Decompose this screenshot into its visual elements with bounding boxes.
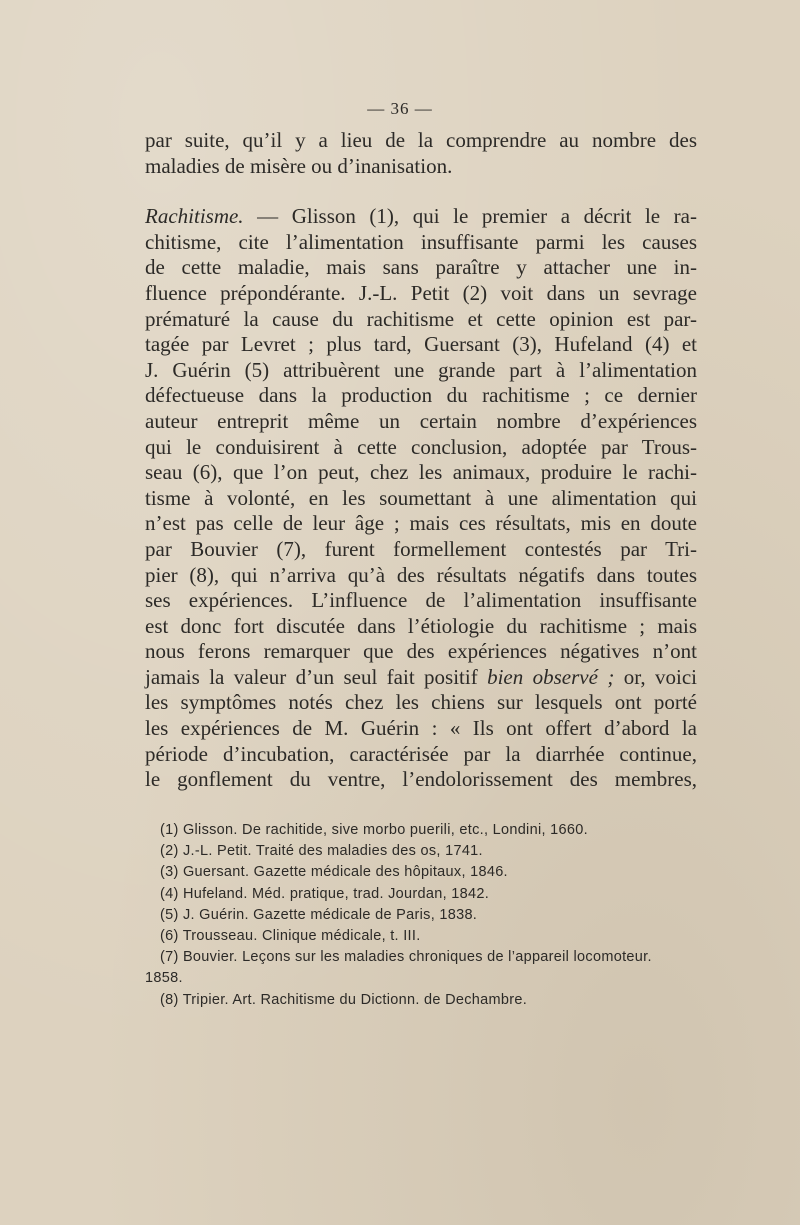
text-line: [145, 204, 697, 230]
text-line: [145, 307, 697, 333]
line-text: n’est pas celle de leur âge ; mais ces résultats, mis en doute: [145, 511, 697, 536]
text-line: [145, 588, 697, 614]
line-text: période d’incubation, caractérisée par la diarrhée continue,: [145, 741, 697, 766]
footnote: (1) Glisson. De rachitide, sive morbo puerili, etc., Londini, 1660.: [160, 822, 588, 838]
line-text: J. Guérin (5) attribuèrent une grande part à l’alimentation: [145, 357, 697, 382]
text-line: [145, 383, 697, 409]
footnote: (6) Trousseau. Clinique médicale, t. III.: [160, 928, 421, 945]
text-line: [145, 665, 697, 691]
text-line: [145, 255, 697, 281]
line-text: maladies de misère ou d’inanisation.: [145, 153, 453, 178]
line-text: par Bouvier (7), furent formellement contestés par Tri-: [145, 536, 697, 561]
line-text: auteur entreprit même un certain nombre d’expériences: [145, 408, 697, 433]
line-text: le gonflement du ventre, l’endolorissement des membres,: [145, 767, 697, 792]
footnote: (2) J.-L. Petit. Traité des maladies des os, 1741.: [160, 843, 483, 860]
text-line: [145, 767, 697, 793]
text-line: [145, 690, 697, 716]
section-heading: Rachitisme.: [145, 204, 244, 229]
text-line: [145, 435, 697, 461]
text-line: [145, 358, 697, 384]
line-text: fluence prépondérante. J.-L. Petit (2) voit dans un sevrage: [145, 280, 697, 305]
text-line: [145, 537, 697, 563]
line-text: jamais la valeur d’un seul fait positif: [145, 664, 488, 689]
line-text: — Glisson (1), qui le premier a décrit le ra-: [243, 204, 697, 229]
line-text: pier (8), qui n’arriva qu’à des résultats négatifs dans toutes: [145, 562, 697, 587]
text-line: [145, 154, 697, 180]
line-text: tisme à volonté, en les soumettant à une alimentation qui: [145, 485, 697, 510]
line-text: les symptômes notés chez les chiens sur lesquels ont porté: [145, 690, 697, 715]
line-text: seau (6), que l’on peut, chez les animaux, produire le rachi-: [145, 460, 697, 485]
text-line: [145, 409, 697, 435]
line-text: par suite, qu’il y a lieu de la comprendre au nombre des: [145, 128, 697, 152]
page-number: — 36 —: [367, 99, 433, 118]
text-line: [145, 486, 697, 512]
footnote: (4) Hufeland. Méd. pratique, trad. Jourdan, 1842.: [160, 885, 490, 902]
footnote: (7) Bouvier. Leçons sur les maladies chroniques de l’appareil locomoteur.: [160, 949, 652, 966]
line-text: nous ferons remarquer que des expériences négatives n’ont: [145, 639, 697, 664]
text-line: [145, 230, 697, 256]
paragraph-gap: [145, 179, 697, 204]
footnote: (8) Tripier. Art. Rachitisme du Dictionn. de Dechambre.: [160, 991, 528, 1008]
text-line: [145, 460, 697, 486]
footnote-continuation: 1858.: [145, 970, 183, 987]
text-line: [145, 128, 697, 154]
text-line: [145, 281, 697, 307]
line-text: or, voici: [614, 664, 697, 689]
text-line: [145, 716, 697, 742]
body-text: [145, 128, 697, 793]
text-line: [145, 332, 697, 358]
text-line: [145, 511, 697, 537]
text-line: [145, 639, 697, 665]
line-text: prématuré la cause du rachitisme et cette opinion est par-: [145, 306, 697, 331]
text-line: [145, 742, 697, 768]
line-text: ses expériences. L’influence de l’alimentation insuffisante: [145, 588, 697, 613]
emphasis: bien observé ;: [487, 664, 615, 689]
line-text: défectueuse dans la production du rachitisme ; ce dernier: [145, 383, 697, 408]
line-text: tagée par Levret ; plus tard, Guersant (3), Hufeland (4) et: [145, 332, 697, 357]
line-text: de cette maladie, mais sans paraître y attacher une in-: [145, 255, 697, 280]
footnotes: [145, 820, 697, 1011]
text-line: [145, 614, 697, 640]
line-text: les expériences de M. Guérin : « Ils ont offert d’abord la: [145, 716, 697, 741]
line-text: est donc fort discutée dans l’étiologie du rachitisme ; mais: [145, 613, 697, 638]
text-line: [145, 563, 697, 589]
footnote: (3) Guersant. Gazette médicale des hôpitaux, 1846.: [160, 864, 508, 881]
line-text: qui le conduisirent à cette conclusion, adoptée par Trous-: [145, 434, 697, 459]
footnote: (5) J. Guérin. Gazette médicale de Paris, 1838.: [160, 906, 478, 923]
line-text: chitisme, cite l’alimentation insuffisante parmi les causes: [145, 229, 697, 254]
